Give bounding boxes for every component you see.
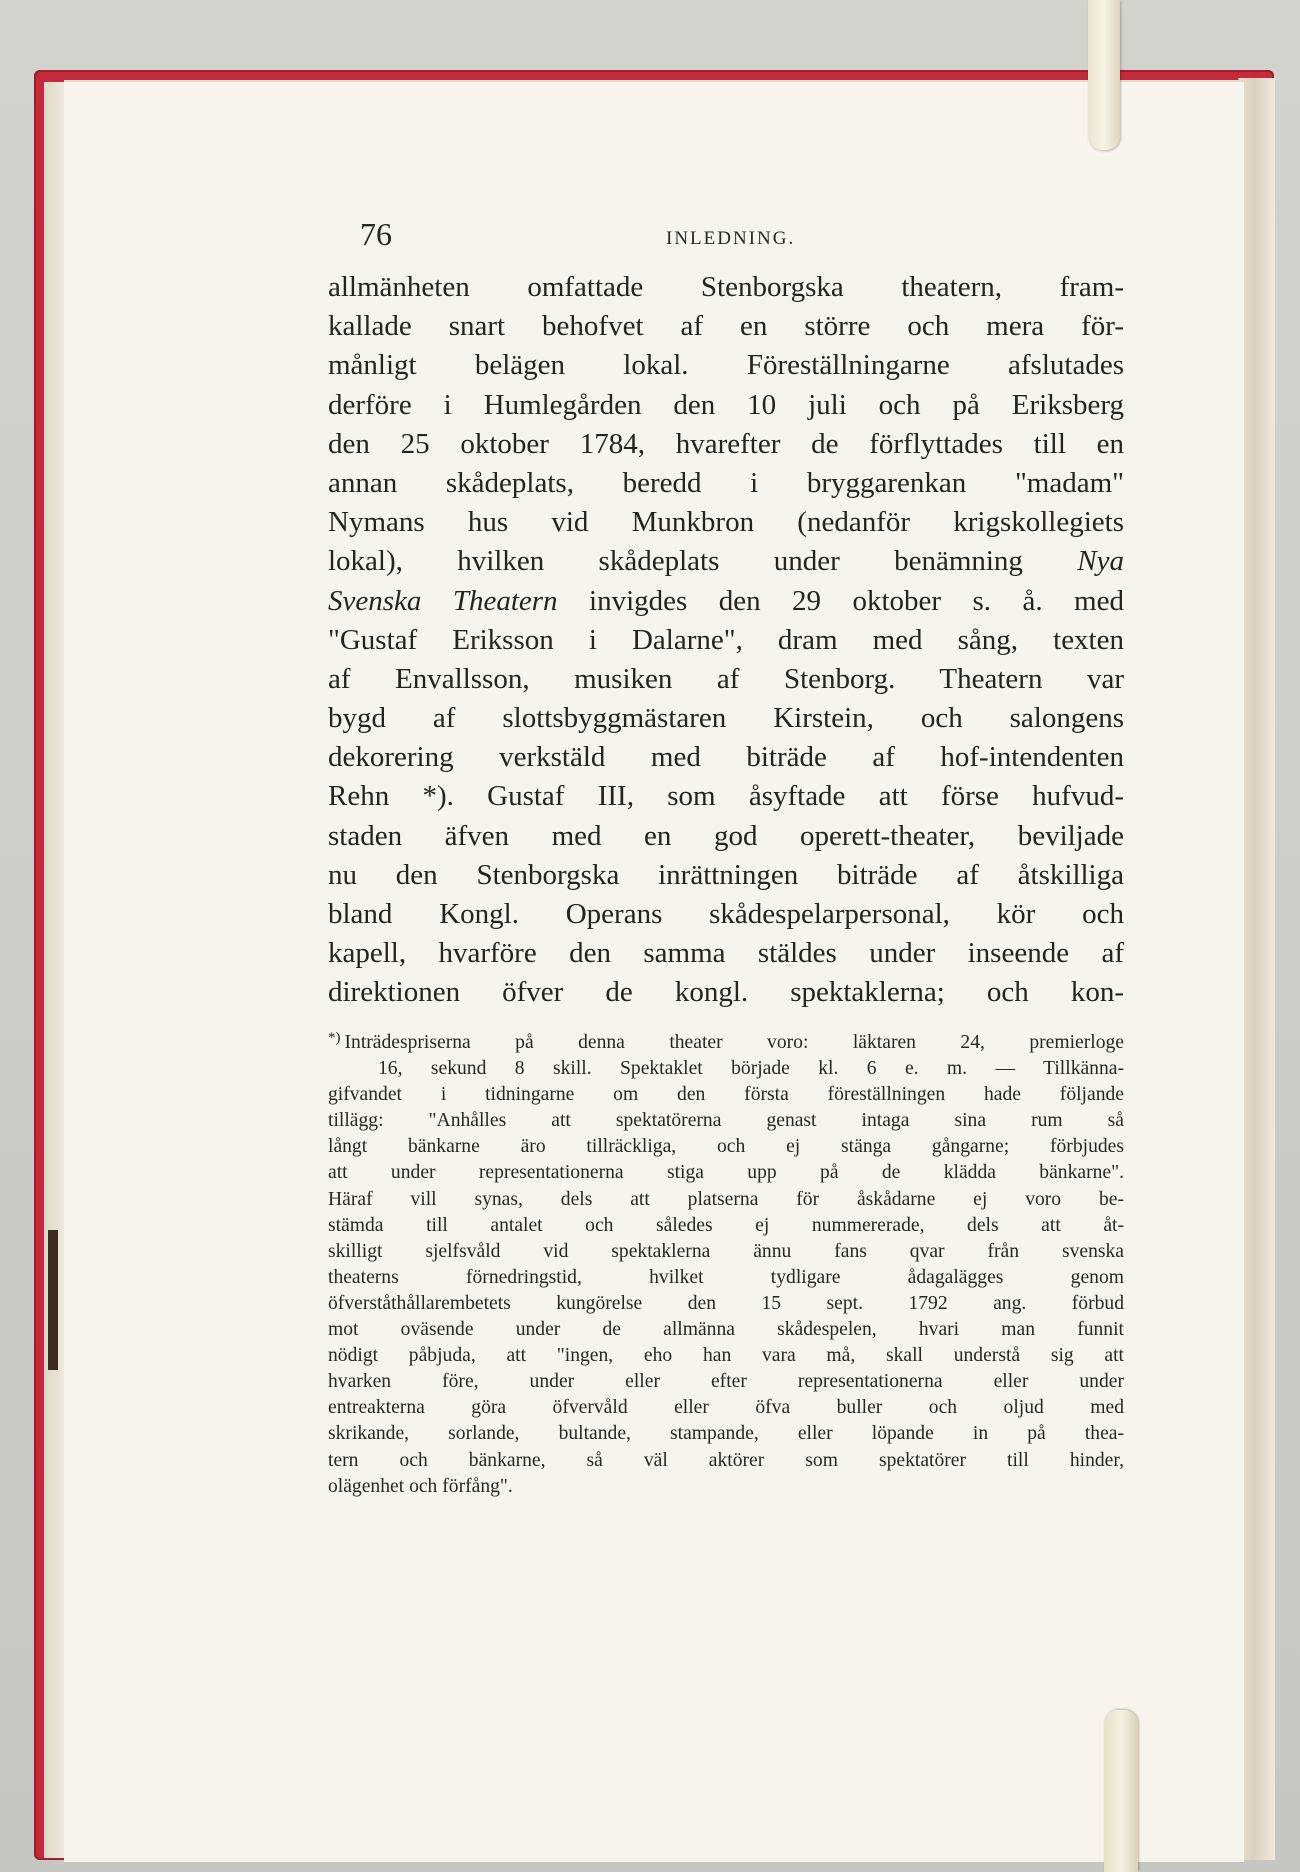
spine-mark [48,1230,58,1370]
footnote-line: att under representationerna stiga upp på de klädda bänkarne". [328,1162,1124,1184]
footnote-line: hvarken före, under eller efter representationerna eller under [328,1371,1124,1393]
text-line [328,542,1124,581]
footnote-line: theaterns förnedringstid, hvilket tydligare ådagalägges genom [328,1266,1124,1288]
text-line: bygd af slottsbyggmästaren Kirstein, och salongens [328,702,1124,735]
text-line: annan skådeplats, beredd i bryggarenkan "madam" [328,466,1124,499]
text-line: af Envallsson, musiken af Stenborg. Theatern var [328,662,1124,695]
text-line: bland Kongl. Operans skådespelarpersonal, kör och [328,898,1124,930]
italic-title-fragment: Nya [1077,545,1124,578]
footnote-line [328,1030,1124,1056]
footnote-line: stämda till antalet och således ej nummererade, dels att åt- [328,1214,1124,1236]
footnote-line: tillägg: "Anhålles att spektatörerna genast intaga sina rum så [328,1110,1124,1132]
footnote-line: mot oväsende under de allmänna skådespelen, hvari man funnit [328,1319,1124,1341]
text-line: allmänheten omfattade Stenborgska theatern, fram- [328,271,1124,303]
footnote-text: Inträdespriserna på denna theater voro: läktaren 24, premierloge [344,1032,1124,1053]
page-header [330,210,1130,260]
footnote-marker: *) [328,1030,341,1046]
text-line: staden äfven med en god operett-theater, beviljade [328,819,1124,852]
text-line: månligt belägen lokal. Föreställningarne afslutades [328,349,1124,382]
footnote [328,1030,1124,1500]
bookmark-top [1088,0,1120,150]
text-line: "Gustaf Eriksson i Dalarne", dram med sång, texten [328,623,1124,656]
footnote-line: skilligt sjelfsvåld vid spektaklerna ännu fans qvar från svenska [328,1240,1124,1262]
text-line: kallade snart behofvet af en större och mera för- [328,310,1124,343]
text-line: dekorering verkstäld med biträde af hof-intendenten [328,741,1124,774]
italic-title-fragment: Svenska Theatern [328,584,558,617]
page-number: 76 [360,216,392,252]
text-fragment: lokal), hvilken skådeplats under benämning [328,545,1078,578]
text-line: nu den Stenborgska inrättningen biträde af åtskilliga [328,858,1124,891]
footnote-line: gifvandet i tidningarne om den första föreställningen hade följande [328,1084,1124,1106]
footnote-line: 16, sekund 8 skill. Spektaklet började kl. 6 e. m. — Tillkänna- [378,1058,1124,1080]
footnote-line: nödigt påbjuda, att "ingen, eho han vara må, skall understå sig att [328,1345,1124,1367]
footnote-line: olägenhet och förfång". [328,1475,513,1497]
footnote-line: skrikande, sorlande, bultande, stampande, eller löpande in på thea- [328,1423,1124,1445]
footnote-line: långt bänkarne äro tillräckliga, och ej stänga gångarne; förbjudes [328,1136,1124,1158]
text-line [328,582,1124,621]
text-line: direktionen öfver de kongl. spektaklerna; och kon- [328,976,1124,1009]
footnote-line: tern och bänkarne, så väl aktörer som spektatörer till hinder, [328,1449,1124,1471]
body-text [328,268,1124,1013]
text-fragment: invigdes den 29 oktober s. å. med [557,584,1124,617]
footnote-line: öfverståthållarembetets kungörelse den 15 sept. 1792 ang. förbud [328,1292,1124,1314]
text-line: derföre i Humlegården den 10 juli och på Eriksberg [328,388,1124,421]
text-line: Rehn *). Gustaf III, som åsyftade att förse hufvud- [328,780,1124,813]
text-line: den 25 oktober 1784, hvarefter de förflyttades till en [328,427,1124,460]
footnote-line: Häraf vill synas, dels att platserna för åskådarne ej voro be- [328,1188,1124,1210]
running-head: INLEDNING. [666,228,796,249]
text-line: Nymans hus vid Munkbron (nedanför krigskollegiets [328,506,1124,539]
text-line: kapell, hvarföre den samma stäldes under inseende af [328,937,1124,970]
footnote-line: entreakterna göra öfvervåld eller öfva buller och oljud med [328,1397,1124,1419]
bookmark-bottom [1104,1710,1138,1872]
